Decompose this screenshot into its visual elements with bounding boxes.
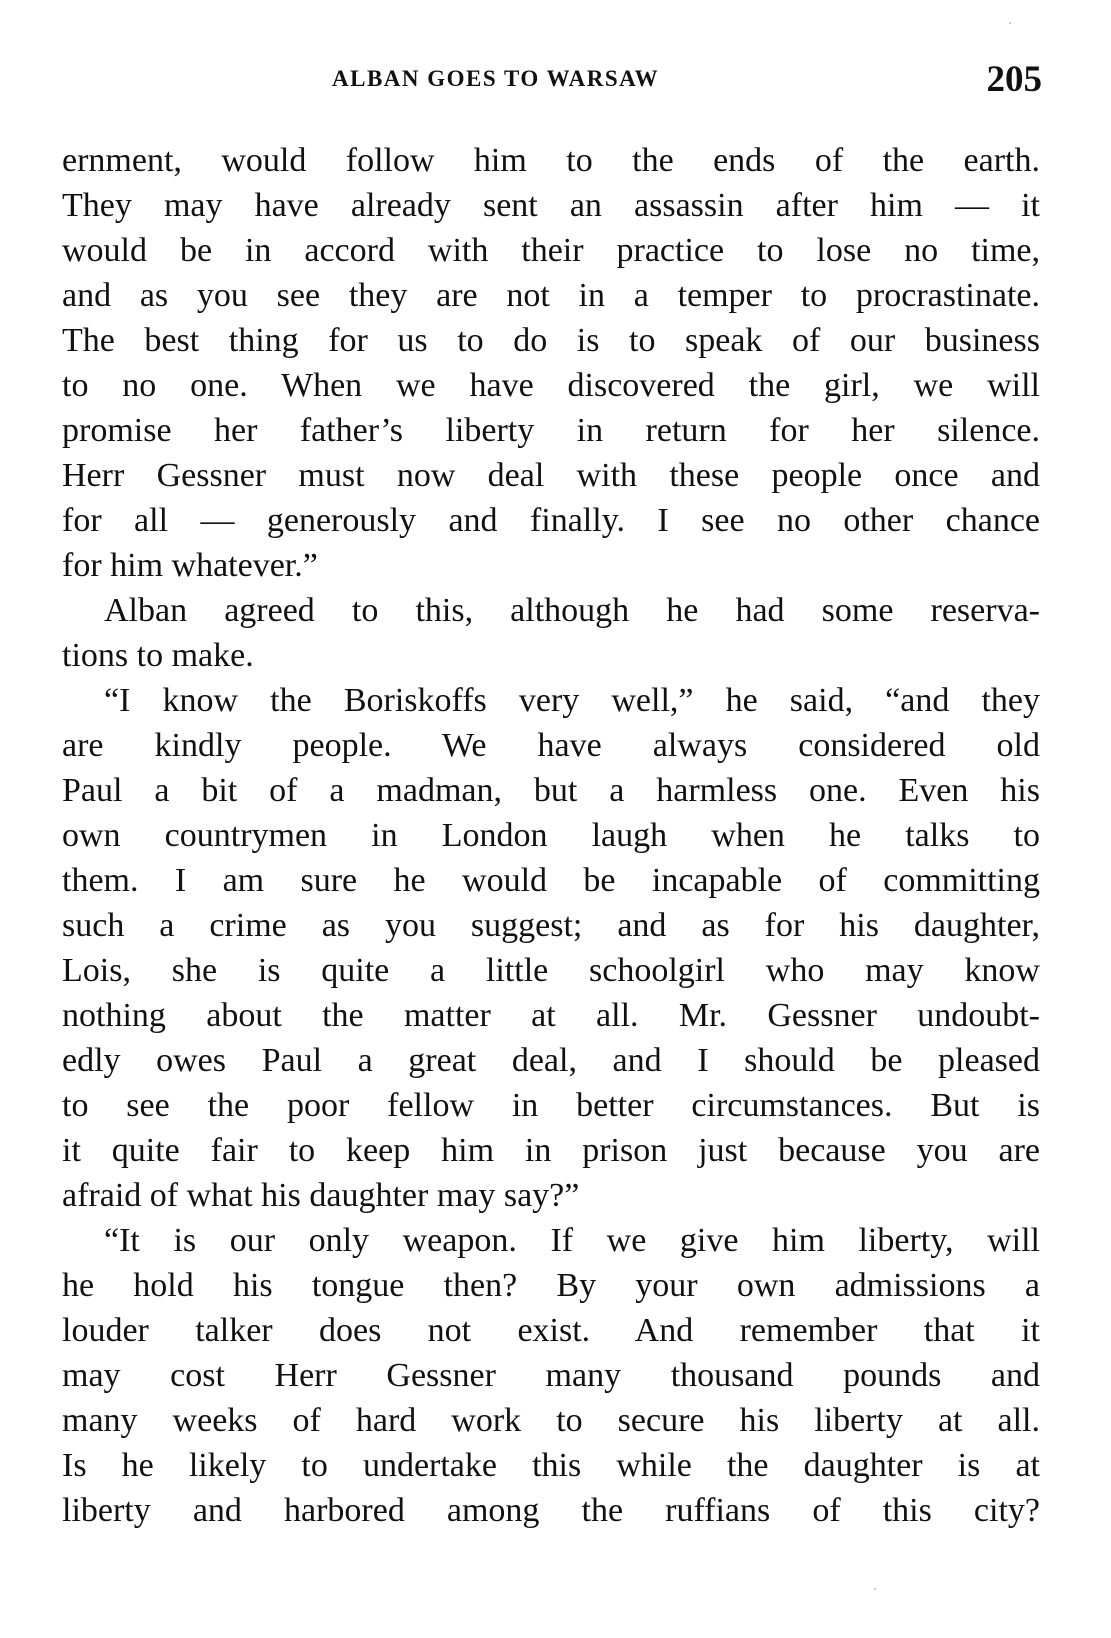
text-line: promise her father’s liberty in return for her silence.: [62, 412, 1040, 449]
page-number: 205: [986, 59, 1042, 100]
text-line: Paul a bit of a madman, but a harmless one. Even his: [62, 772, 1040, 809]
text-line: louder talker does not exist. And remember that it: [62, 1312, 1040, 1349]
text-line: to see the poor fellow in better circumstances. But is: [62, 1087, 1040, 1124]
text-line: Alban agreed to this, although he had some reserva-: [104, 592, 1040, 629]
text-line: They may have already sent an assassin after him — it: [62, 187, 1040, 224]
text-line: Is he likely to undertake this while the daughter is at: [62, 1447, 1040, 1484]
text-line: to no one. When we have discovered the girl, we will: [62, 367, 1040, 404]
text-line: ernment, would follow him to the ends of the earth.: [62, 142, 1040, 179]
text-line: tions to make.: [62, 637, 254, 674]
text-line: The best thing for us to do is to speak of our business: [62, 322, 1040, 359]
running-title: ALBAN GOES TO WARSAW: [332, 66, 660, 91]
text-line: for all — generously and finally. I see no other chance: [62, 502, 1040, 539]
text-line: afraid of what his daughter may say?”: [62, 1177, 580, 1214]
text-line: many weeks of hard work to secure his liberty at all.: [62, 1402, 1040, 1439]
text-line: own countrymen in London laugh when he talks to: [62, 817, 1040, 854]
text-line: are kindly people. We have always considered old: [62, 727, 1040, 764]
text-line: “I know the Boriskoffs very well,” he said, “and they: [104, 682, 1040, 719]
text-line: nothing about the matter at all. Mr. Gessner undoubt-: [62, 997, 1040, 1034]
text-line: Herr Gessner must now deal with these people once and: [62, 457, 1040, 494]
text-line: such a crime as you suggest; and as for his daughter,: [62, 907, 1040, 944]
text-line: edly owes Paul a great deal, and I should be pleased: [62, 1042, 1040, 1079]
scan-speck: [1009, 22, 1011, 24]
text-line: liberty and harbored among the ruffians of this city?: [62, 1492, 1040, 1529]
text-line: it quite fair to keep him in prison just because you are: [62, 1132, 1040, 1169]
text-line: “It is our only weapon. If we give him liberty, will: [104, 1222, 1040, 1259]
text-line: and as you see they are not in a temper to procrastinate.: [62, 277, 1040, 314]
running-head: [62, 58, 1042, 102]
text-line: Lois, she is quite a little schoolgirl who may know: [62, 952, 1040, 989]
body-text: [62, 138, 1040, 1533]
text-line: may cost Herr Gessner many thousand pounds and: [62, 1357, 1040, 1394]
text-line: them. I am sure he would be incapable of committing: [62, 862, 1040, 899]
text-line: would be in accord with their practice to lose no time,: [62, 232, 1040, 269]
text-line: he hold his tongue then? By your own admissions a: [62, 1267, 1040, 1304]
scan-speck: [874, 1588, 876, 1590]
text-line: for him whatever.”: [62, 547, 318, 584]
